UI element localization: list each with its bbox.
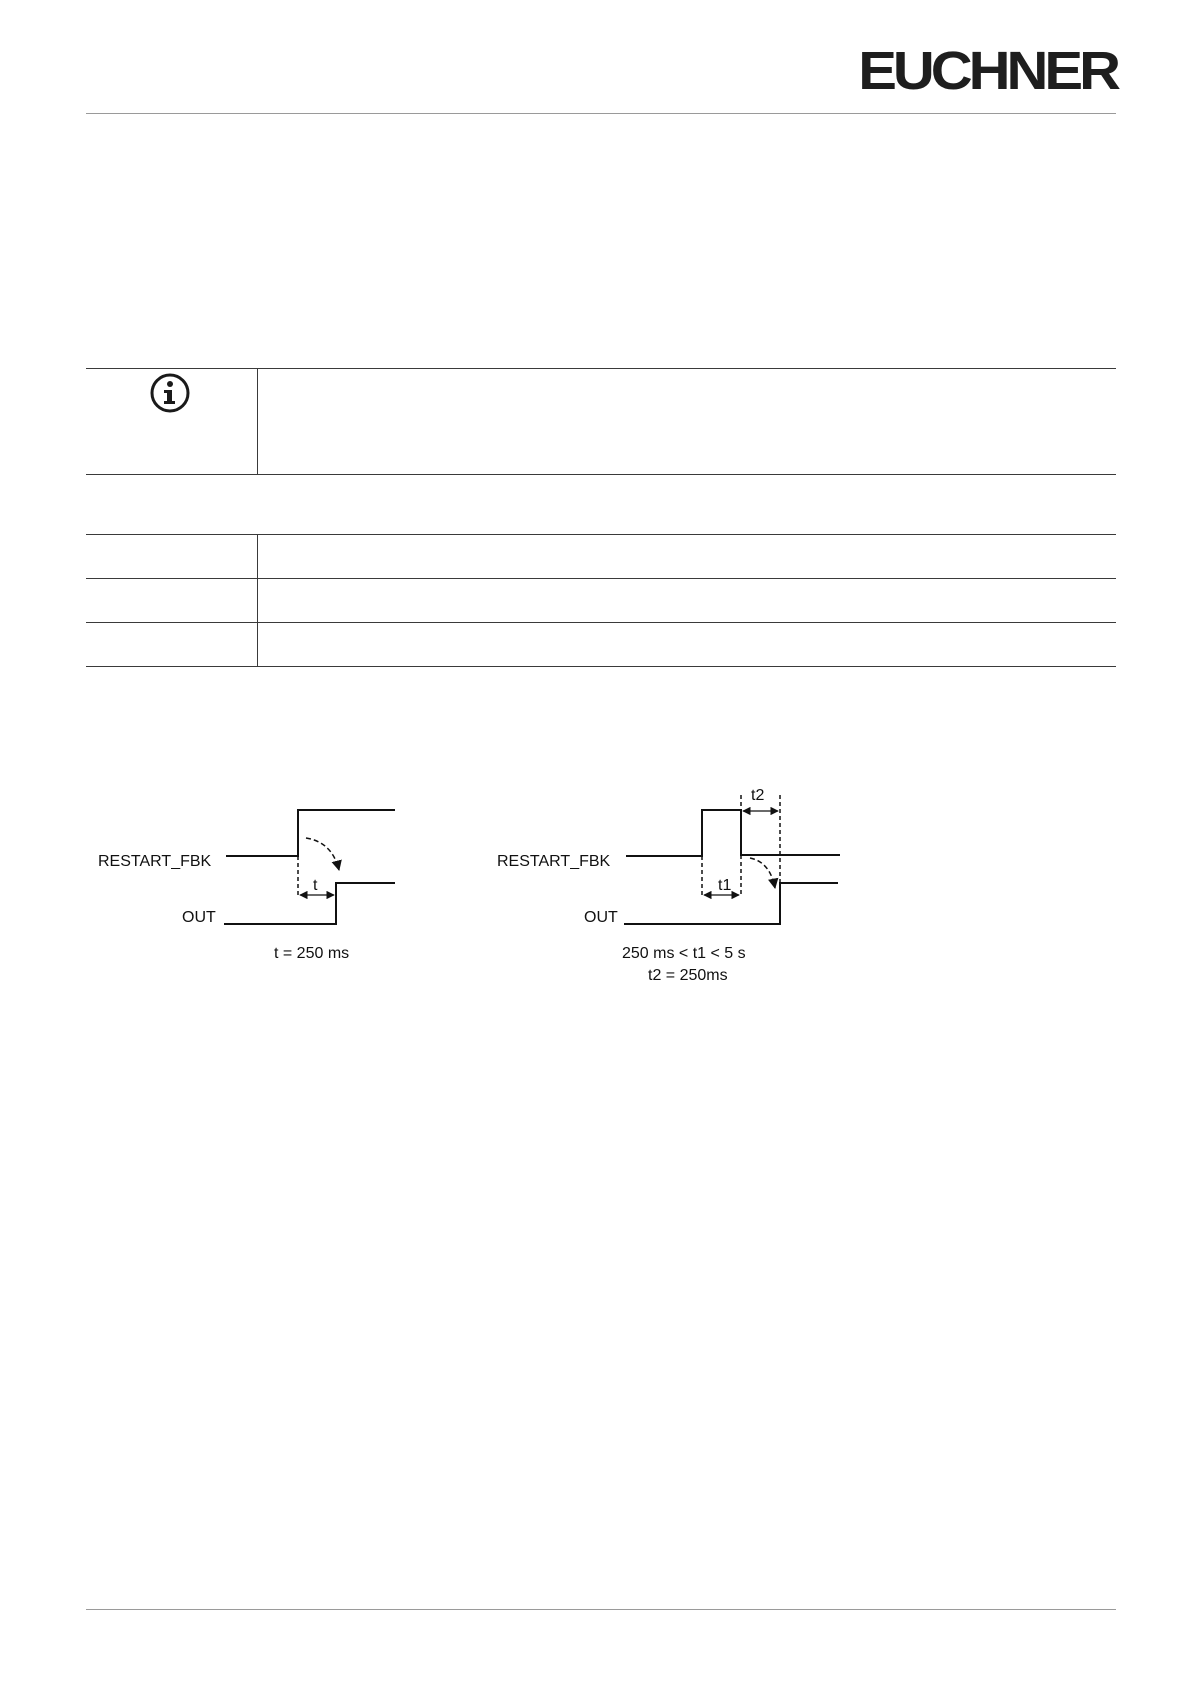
- left-interval-label: t: [313, 877, 318, 894]
- info-table-top-rule: [86, 368, 1116, 369]
- header-divider: [86, 113, 1116, 114]
- table-top-rule: [86, 534, 1116, 535]
- right-out-label: OUT: [584, 909, 618, 926]
- timing-diagrams: [0, 760, 1191, 1000]
- euchner-logo: EUCHNER: [858, 41, 1117, 102]
- left-out-waveform: [224, 883, 395, 924]
- info-icon: [150, 373, 190, 413]
- left-restart-fbk-waveform: [226, 810, 395, 856]
- timing-diagram-right: [497, 787, 840, 984]
- info-table-column-divider: [257, 368, 258, 474]
- left-caption: t = 250 ms: [274, 945, 350, 962]
- left-transition-arrow: [306, 838, 339, 870]
- info-table-bottom-rule: [86, 474, 1116, 475]
- right-interval-2-label: t2: [751, 787, 765, 804]
- right-interval-1-label: t1: [718, 877, 732, 894]
- right-caption-1: 250 ms < t1 < 5 s: [622, 945, 746, 962]
- right-transition-arrow: [750, 858, 775, 888]
- left-out-label: OUT: [182, 909, 216, 926]
- right-restart-fbk-label: RESTART_FBK: [497, 853, 611, 870]
- left-restart-fbk-label: RESTART_FBK: [98, 853, 212, 870]
- table-column-divider: [257, 534, 258, 667]
- right-restart-fbk-waveform: [626, 810, 840, 856]
- timing-diagram-left: [98, 810, 395, 962]
- footer-divider: [86, 1609, 1116, 1610]
- table-bottom-rule: [86, 666, 1116, 667]
- right-caption-2: t2 = 250ms: [648, 967, 728, 984]
- table-row-rule: [86, 578, 1116, 579]
- table-row-rule: [86, 622, 1116, 623]
